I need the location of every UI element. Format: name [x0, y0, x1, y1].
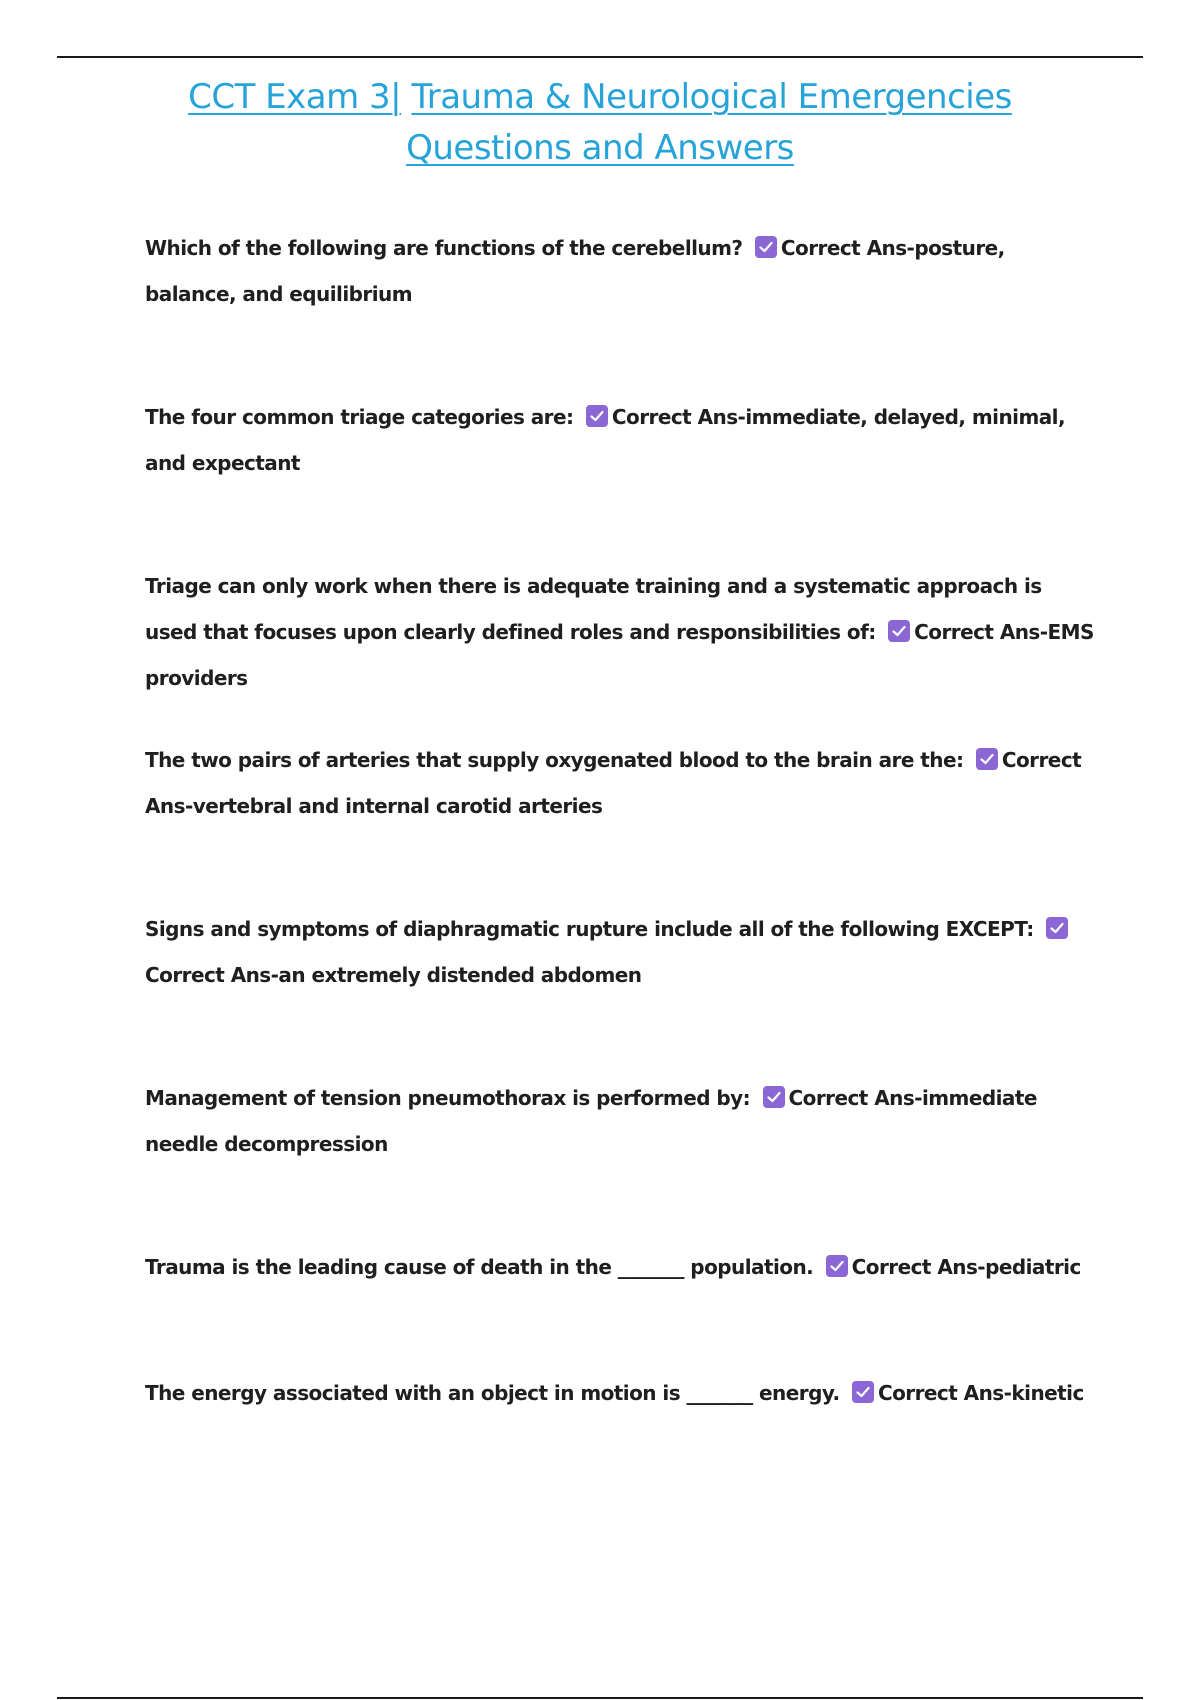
question-text: Triage can only work when there is adequate training and a systematic approach is used that focuses upon clearly defined roles and responsibilities of:	[145, 574, 1042, 644]
checkbox-checked-icon	[1046, 917, 1068, 939]
question-text: Management of tension pneumothorax is performed by:	[145, 1086, 751, 1110]
qa-item	[145, 1075, 1095, 1167]
page-title	[0, 72, 1200, 174]
answer-prefix: Correct Ans-	[788, 1086, 922, 1110]
qa-item	[145, 737, 1095, 829]
checkbox-checked-icon	[586, 405, 608, 427]
answer-prefix: Correct Ans-	[877, 1381, 1012, 1405]
answer-text: kinetic	[1011, 1381, 1084, 1405]
answer-prefix: Correct Ans-	[851, 1255, 986, 1279]
qa-item	[145, 1244, 1095, 1290]
answer-text: immediate needle decompression	[145, 1086, 1037, 1156]
title-line-1	[0, 72, 1200, 123]
question-text: Signs and symptoms of diaphragmatic rupture include all of the following EXCEPT:	[145, 917, 1034, 941]
qa-item	[145, 1370, 1095, 1416]
bottom-divider	[57, 1697, 1143, 1699]
checkbox-checked-icon	[755, 236, 777, 258]
question-text: The four common triage categories are:	[145, 405, 574, 429]
answer-prefix: Correct Ans-	[145, 748, 1082, 818]
answer-text: EMS providers	[145, 620, 1094, 690]
checkbox-checked-icon	[826, 1255, 848, 1277]
answer-text: pediatric	[985, 1255, 1081, 1279]
checkbox-checked-icon	[976, 748, 998, 770]
question-text: The two pairs of arteries that supply oxygenated blood to the brain are the:	[145, 748, 964, 772]
qa-item	[145, 225, 1095, 317]
answer-text: an extremely distended abdomen	[278, 963, 642, 987]
top-divider	[57, 56, 1143, 58]
qa-item	[145, 906, 1095, 998]
checkbox-checked-icon	[852, 1381, 874, 1403]
title-exam-name: CCT Exam 3|	[188, 77, 402, 117]
answer-text: posture, balance, and equilibrium	[145, 236, 1005, 306]
answer-prefix: Correct Ans-	[914, 620, 1048, 644]
answer-text: vertebral and internal carotid arteries	[192, 794, 603, 818]
answer-prefix: Correct Ans-	[780, 236, 915, 260]
answer-text: immediate, delayed, minimal, and expectant	[145, 405, 1066, 475]
checkbox-checked-icon	[763, 1086, 785, 1108]
title-subtitle: Questions and Answers	[406, 128, 794, 168]
question-text: Which of the following are functions of the cerebellum?	[145, 236, 743, 260]
answer-prefix: Correct Ans-	[611, 405, 746, 429]
qa-item	[145, 394, 1095, 486]
answer-prefix: Correct Ans-	[145, 963, 279, 987]
checkbox-checked-icon	[888, 620, 910, 642]
question-text: Trauma is the leading cause of death in the _______ population.	[145, 1255, 814, 1279]
title-line-2	[0, 123, 1200, 174]
qa-item	[145, 563, 1095, 701]
question-text: The energy associated with an object in motion is _______ energy.	[145, 1381, 840, 1405]
title-subject: Trauma & Neurological Emergencies	[411, 77, 1012, 117]
